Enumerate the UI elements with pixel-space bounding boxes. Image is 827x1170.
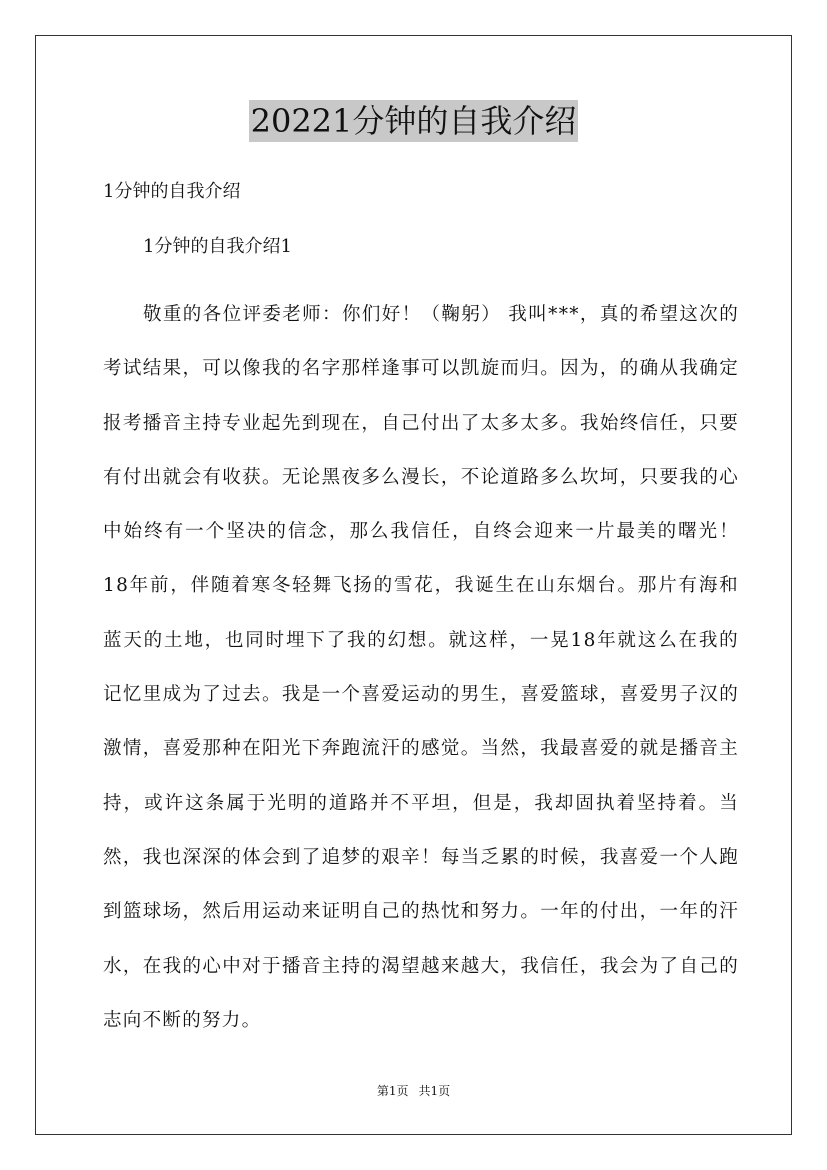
page-number-total: 共1页 — [418, 1084, 451, 1098]
page-footer — [0, 1083, 827, 1099]
document-title-text: 20221分钟的自我介绍 — [250, 102, 577, 140]
document-title — [0, 100, 827, 142]
section-heading: 1分钟的自我介绍 — [103, 181, 241, 202]
body-paragraph: 敬重的各位评委老师：你们好！（鞠躬） 我叫***，真的希望这次的考试结果，可以像我的名字那样逢事可以凯旋而归。因为，的确从我确定报考播音主持专业起先到现在，自己付出了太多太多。我始终信任，只要有付出就会有收获。无论黑夜多么漫长，不论道路多么坎坷，只要我的心中始终有一个坚决的信念，那么我信任，自终会迎来一片最美的曙光！18年前，伴随着寒冬轻舞飞扬的雪花，我诞生在山东烟台。那片有海和蓝天的土地，也同时埋下了我的幻想。就这样，一晃18年就这么在我的记忆里成为了过去。我是一个喜爱运动的男生，喜爱篮球，喜爱男子汉的激情，喜爱那种在阳光下奔跑流汗的感觉。当然，我最喜爱的就是播音主持，或许这条属于光明的道路并不平坦，但是，我却固执着坚持着。当然，我也深深的体会到了追梦的艰辛！每当乏累的时候，我喜爱一个人跑到篮球场，然后用运动来证明自己的热忱和努力。一年的付出，一年的汗水，在我的心中对于播音主持的渴望越来越大，我信任，我会为了自己的志向不断的努力。 — [103, 304, 739, 1031]
sub-heading: 1分钟的自我介绍1 — [143, 236, 292, 257]
page-number-current: 第1页 — [376, 1084, 409, 1098]
